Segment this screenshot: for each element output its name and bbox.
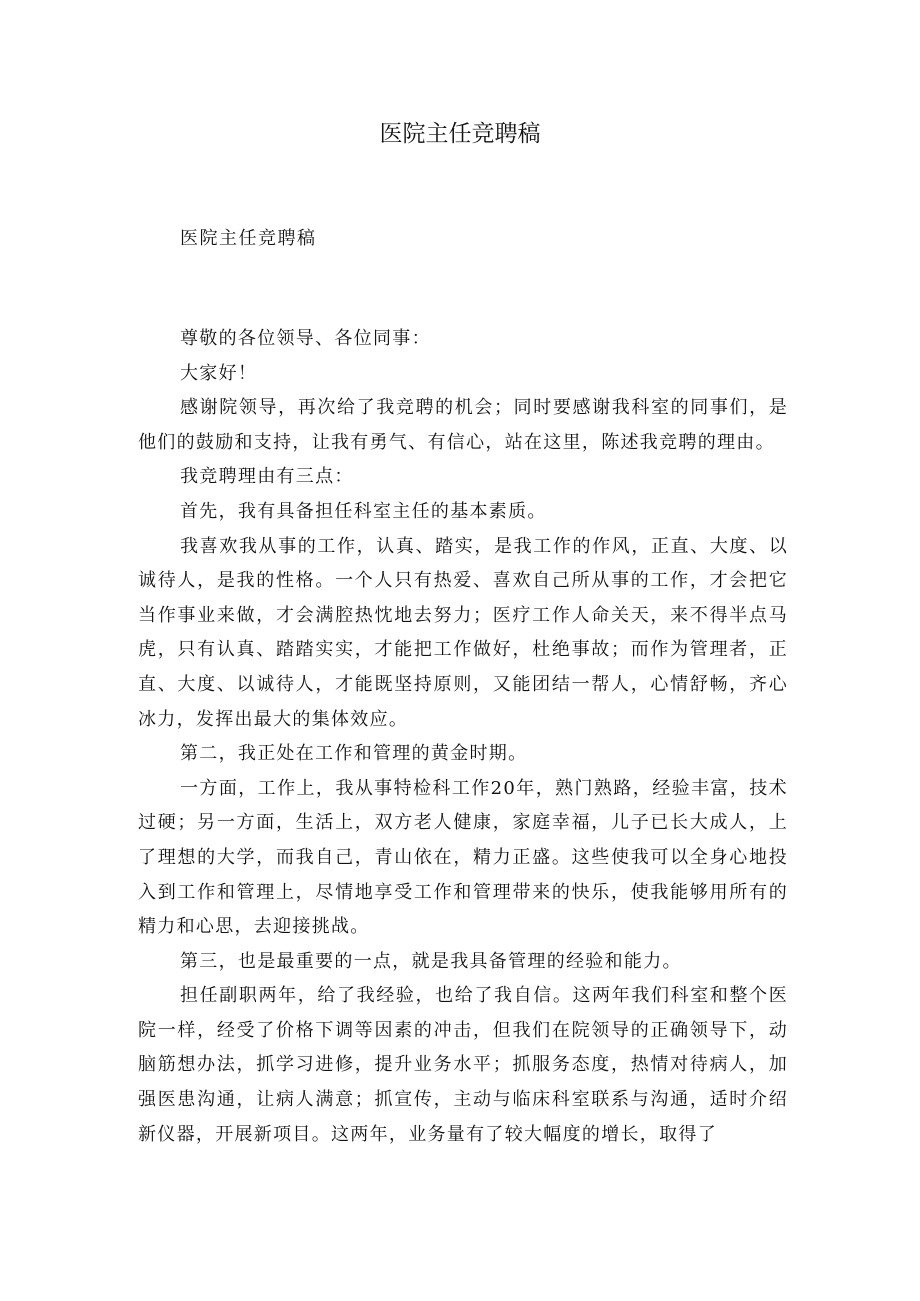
paragraph-second-body: 一方面，工作上，我从事特检科工作20年，熟门熟路，经验丰富，技术过硬；另一方面，生活上，双方老人健康，家庭幸福，儿子已长大成人，上了理想的大学，而我自己，青山依在，精力正盛。这些使我可以全身心地投入到工作和管理上，尽情地享受工作和管理带来的快乐，使我能够用所有的精力和心思，去迎接挑战。 — [138, 777, 788, 938]
document-subtitle: 医院主任竞聘稿 — [180, 228, 317, 249]
paragraph-second-heading: 第二，我正处在工作和管理的黄金时期。 — [180, 743, 528, 765]
paragraph-third-heading: 第三，也是最重要的一点，就是我具备管理的经验和能力。 — [180, 950, 682, 972]
paragraph-third-body: 担任副职两年，给了我经验，也给了我自信。这两年我们科室和整个医院一样，经受了价格下调等因素的冲击，但我们在院领导的正确领导下，动脑筋想办法，抓学习进修，提升业务水平；抓服务态度，热情对待病人，加强医患沟通，让病人满意；抓宣传，主动与临床科室联系与沟通，适时介绍新仪器，开展新项目。这两年，业务量有了较大幅度的增长，取得了 — [138, 985, 788, 1145]
paragraph-greeting: 大家好！ — [180, 362, 258, 384]
document-title: 医院主任竞聘稿 — [379, 121, 541, 147]
paragraph-reasons-intro: 我竞聘理由有三点： — [180, 466, 354, 488]
paragraph-salutation: 尊敬的各位领导、各位同事： — [180, 328, 431, 349]
paragraph-thanks: 感谢院领导，再次给了我竞聘的机会；同时要感谢我科室的同事们，是他们的鼓励和支持，让我有勇气、有信心，站在这里，陈述我竞聘的理由。 — [138, 397, 788, 453]
paragraph-first-heading: 首先，我有具备担任科室主任的基本素质。 — [180, 500, 547, 522]
paragraph-first-body: 我喜欢我从事的工作，认真、踏实，是我工作的作风，正直、大度、以诚待人，是我的性格。一个人只有热爱、喜欢自己所从事的工作，才会把它当作事业来做，才会满腔热忱地去努力；医疗工作人命关天，来不得半点马虎，只有认真、踏踏实实，才能把工作做好，杜绝事故；而作为管理者，正直、大度、以诚待人，才能既坚持原则，又能团结一帮人，心情舒畅，齐心冰力，发挥出最大的集体效应。 — [138, 535, 788, 730]
document-body — [138, 322, 788, 1152]
